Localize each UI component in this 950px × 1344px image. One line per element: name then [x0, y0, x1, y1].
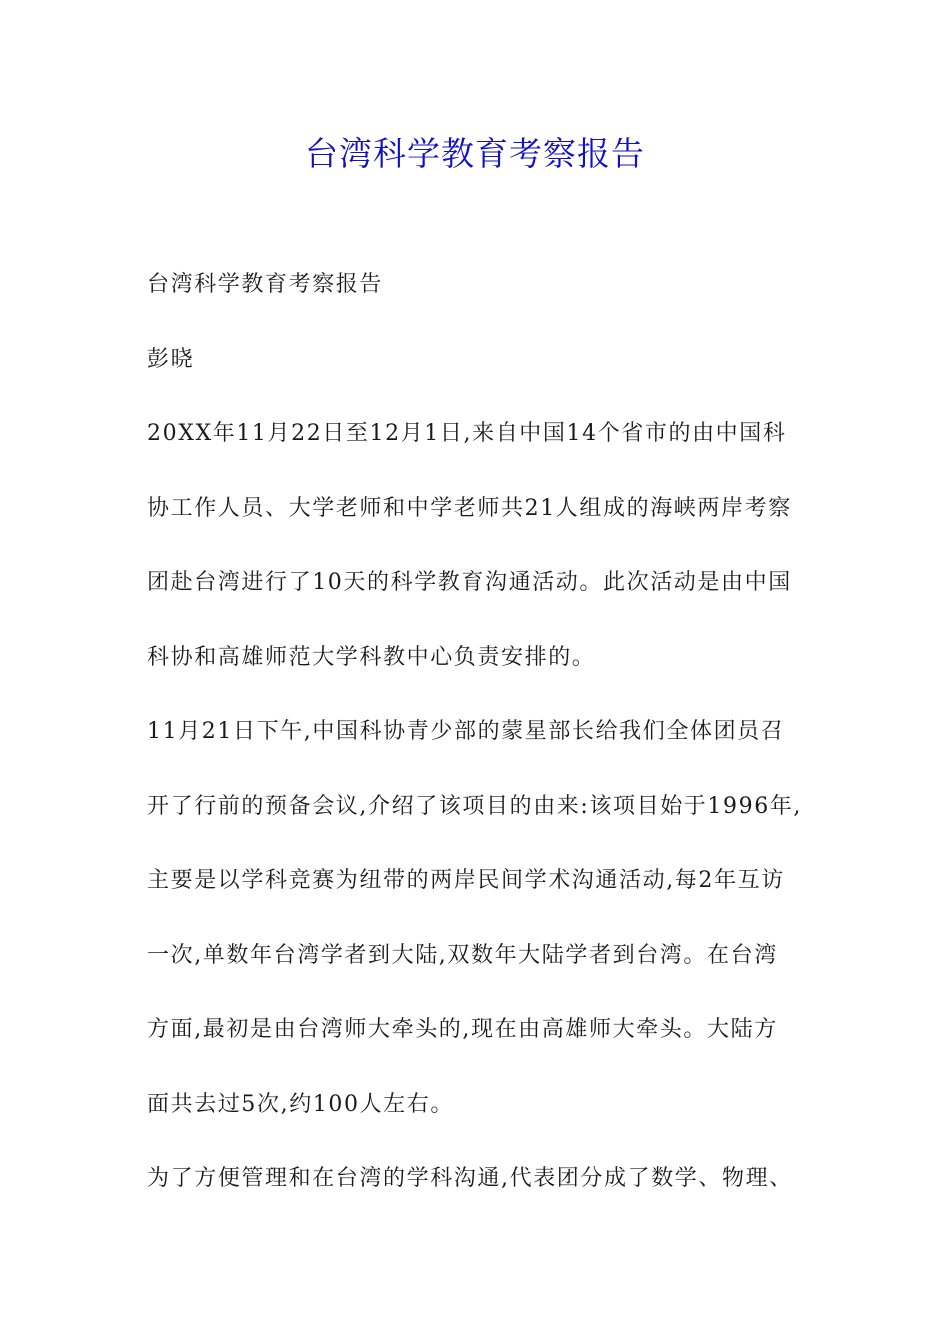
- author-name: 彭晓: [147, 347, 195, 372]
- document-title: 台湾科学教育考察报告: [305, 134, 645, 173]
- body-line: 科协和高雄师范大学科教中心负责安排的。: [147, 645, 596, 670]
- document-subtitle: 台湾科学教育考察报告: [147, 272, 384, 297]
- body-line: 11月21日下午,中国科协青少部的蒙星部长给我们全体团员召: [147, 719, 785, 744]
- body-line: 面共去过5次,约100人左右。: [147, 1092, 454, 1117]
- body-line: 团赴台湾进行了10天的科学教育沟通活动。此次活动是由中国: [147, 570, 792, 595]
- body-line: 主要是以学科竞赛为纽带的两岸民间学术沟通活动,每2年互访: [147, 868, 785, 893]
- body-line: 为了方便管理和在台湾的学科沟通,代表团分成了数学、物理、: [147, 1166, 793, 1191]
- body-line: 一次,单数年台湾学者到大陆,双数年大陆学者到台湾。在台湾: [147, 943, 778, 968]
- body-line: 方面,最初是由台湾师大牵头的,现在由高雄师大牵头。大陆方: [147, 1017, 778, 1042]
- body-line: 开了行前的预备会议,介绍了该项目的由来:该项目始于1996年,: [147, 794, 802, 819]
- body-line: 协工作人员、大学老师和中学老师共21人组成的海峡两岸考察: [147, 496, 792, 521]
- body-line: 20XX年11月22日至12月1日,来自中国14个省市的由中国科: [147, 421, 787, 446]
